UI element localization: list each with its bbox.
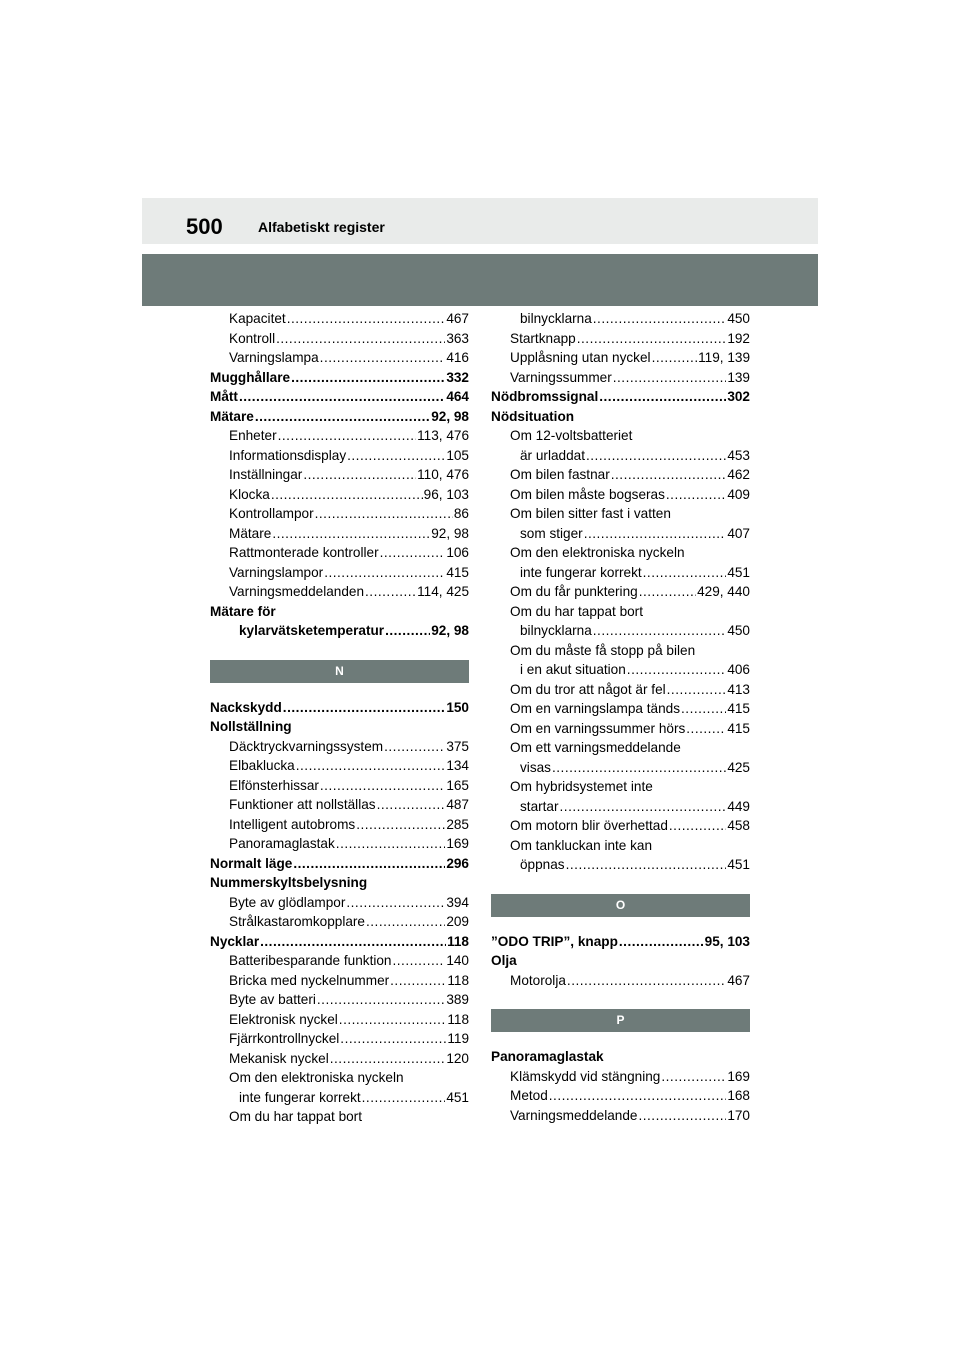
index-entry-label: Kapacitet: [229, 311, 286, 326]
index-entry-page: 467: [727, 972, 750, 988]
leader-dots: [276, 329, 445, 349]
index-entry-label: Byte av glödlampor: [229, 894, 346, 910]
leader-dots: [560, 797, 727, 817]
index-entry-label: Rattmonterade kontroller: [229, 545, 379, 560]
index-entry: [210, 971, 469, 991]
index-entry-label: Nycklar: [210, 933, 260, 949]
leader-dots: [293, 854, 445, 874]
index-entry-label: Mekanisk nyckel: [229, 1050, 329, 1066]
index-entry-label: Funktioner att nollställas: [229, 797, 376, 812]
leader-dots: [652, 348, 698, 368]
index-entry: [210, 951, 469, 971]
index-entry-page: 467: [446, 311, 469, 326]
index-entry: [210, 446, 469, 466]
index-entry-page: 92, 98: [431, 408, 469, 424]
index-entry: [491, 309, 750, 329]
index-entry-page: 169: [446, 836, 469, 851]
index-entry-label: inte fungerar korrekt: [520, 564, 642, 580]
index-entry: [210, 582, 469, 602]
index-entry: [210, 1029, 469, 1049]
leader-dots: [291, 368, 445, 388]
index-entry: [210, 717, 469, 737]
leader-dots: [278, 426, 416, 446]
leader-dots: [260, 932, 446, 952]
index-entry-label: Upplåsning utan nyckel: [510, 350, 651, 365]
index-entry-page: 119, 139: [698, 350, 750, 365]
index-entry-label: är urladdat: [520, 447, 585, 463]
index-entry: [491, 971, 750, 991]
index-entry: [210, 329, 469, 349]
leader-dots: [566, 855, 727, 875]
page-title: Alfabetiskt register: [258, 219, 385, 235]
index-entry: [491, 1086, 750, 1106]
leader-dots: [593, 621, 727, 641]
leader-dots: [392, 951, 445, 971]
leader-dots: [577, 329, 727, 349]
index-entry-label: Om tankluckan inte kan: [510, 837, 653, 853]
leader-dots: [330, 1049, 446, 1069]
index-entry: [491, 816, 750, 836]
index-entry-label: ”ODO TRIP”, knapp: [491, 933, 618, 949]
index-entry-label: öppnas: [520, 857, 565, 872]
index-entry-label: Intelligent autobroms: [229, 816, 356, 832]
index-entry-label: Nödbromssignal: [491, 389, 599, 404]
index-entry-page: 118: [447, 972, 469, 988]
index-entry: [210, 1088, 469, 1108]
index-entry: [491, 446, 750, 466]
index-entry: [210, 407, 469, 427]
index-entry: [491, 329, 750, 349]
index-entry: [210, 426, 469, 446]
leader-dots: [283, 698, 446, 718]
leader-dots: [666, 485, 726, 505]
index-entry: [210, 524, 469, 544]
index-entry-label: Elektronisk nyckel: [229, 1011, 338, 1027]
index-entry: [491, 621, 750, 641]
index-entry-label: Varningsmeddelanden: [229, 584, 365, 599]
index-entry: [491, 426, 750, 446]
leader-dots: [356, 815, 445, 835]
leader-dots: [239, 387, 445, 407]
index-entry: [491, 563, 750, 583]
index-entry-page: 92, 98: [431, 525, 469, 541]
index-entry-page: 192: [727, 330, 750, 346]
index-entry-page: 106: [446, 545, 469, 560]
index-entry: [210, 737, 469, 757]
index-entry: [210, 1010, 469, 1030]
index-entry-label: Elfönsterhissar: [229, 777, 319, 793]
index-entry-page: 120: [446, 1050, 469, 1066]
index-entry-page: 451: [727, 857, 750, 872]
index-entry-label: Batteribesparande funktion: [229, 953, 392, 968]
index-entry-label: Om en varningssummer hörs: [510, 720, 686, 736]
leader-dots: [586, 446, 726, 466]
index-entry-page: 416: [446, 350, 469, 365]
leader-dots: [362, 1088, 446, 1108]
index-entry: [491, 855, 750, 875]
index-entry-page: 453: [727, 447, 750, 463]
section-banner: [142, 254, 818, 306]
index-entry-page: 406: [727, 662, 750, 677]
index-entry-page: 375: [446, 738, 469, 754]
index-entry-page: 407: [727, 525, 750, 541]
index-entry-label: Om den elektroniska nyckeln: [229, 1070, 404, 1085]
leader-dots: [384, 737, 445, 757]
index-entry-page: 415: [446, 564, 469, 580]
leader-dots: [320, 776, 445, 796]
index-entry: [210, 1107, 469, 1127]
index-column-left: [210, 309, 469, 1127]
index-entry: [210, 543, 469, 563]
index-entry-page: 449: [727, 798, 750, 814]
leader-dots: [686, 719, 726, 739]
index-entry-label: Nollställning: [210, 719, 292, 734]
index-entry-label: Kontrollampor: [229, 506, 314, 521]
index-entry-label: Varningslampor: [229, 564, 324, 580]
index-entry: [491, 951, 750, 971]
index-entry-label: Om bilen fastnar: [510, 467, 610, 482]
leader-dots: [336, 834, 446, 854]
index-entry: [491, 660, 750, 680]
section-header-o: O: [491, 894, 750, 917]
index-entry: [491, 543, 750, 563]
section-header-p: P: [491, 1009, 750, 1032]
index-entry: [491, 641, 750, 661]
index-entry-page: 389: [446, 992, 469, 1007]
index-entry-page: 209: [446, 914, 469, 929]
index-column-right: [491, 309, 750, 1125]
index-entry: [210, 348, 469, 368]
index-entry: [210, 368, 469, 388]
index-entry-page: 458: [727, 818, 750, 833]
index-entry-label: i en akut situation: [520, 662, 626, 677]
index-entry: [210, 756, 469, 776]
leader-dots: [661, 1067, 726, 1087]
index-entry: [491, 582, 750, 602]
index-entry-page: 140: [446, 953, 469, 968]
index-entry: [491, 758, 750, 778]
leader-dots: [315, 504, 453, 524]
index-entry-label: Om du har tappat bort: [510, 603, 643, 619]
index-entry: [210, 854, 469, 874]
index-entry-page: 487: [446, 797, 469, 812]
index-entry: [491, 680, 750, 700]
index-entry-label: Fjärrkontrollnyckel: [229, 1031, 340, 1046]
leader-dots: [346, 893, 445, 913]
index-entry-label: inte fungerar korrekt: [239, 1089, 361, 1105]
index-entry-label: Om du tror att något är fel: [510, 681, 666, 697]
index-entry: [491, 1047, 750, 1067]
index-entry-label: Panoramaglastak: [491, 1049, 604, 1064]
index-entry-label: startar: [520, 798, 559, 814]
index-entry: [210, 873, 469, 893]
leader-dots: [611, 465, 727, 485]
index-entry: [491, 387, 750, 407]
index-entry-page: 134: [446, 758, 469, 773]
index-entry: [210, 1049, 469, 1069]
index-entry: [491, 836, 750, 856]
index-entry-page: 394: [446, 894, 469, 910]
leader-dots: [365, 582, 416, 602]
index-entry-page: 105: [446, 447, 469, 463]
index-entry-page: 450: [727, 311, 750, 326]
index-entry: [491, 348, 750, 368]
index-entry-page: 450: [727, 623, 750, 638]
index-entry-page: 92, 98: [431, 623, 469, 638]
index-entry-label: bilnycklarna: [520, 623, 592, 638]
leader-dots: [303, 465, 416, 485]
index-entry-label: Inställningar: [229, 467, 303, 482]
index-entry: [491, 719, 750, 739]
index-entry-label: Mätare: [229, 525, 272, 541]
index-entry: [491, 407, 750, 427]
index-entry-label: Klämskydd vid stängning: [510, 1068, 661, 1084]
index-entry: [210, 990, 469, 1010]
index-entry-page: 409: [727, 486, 750, 502]
index-entry: [491, 465, 750, 485]
index-entry-label: Mätare: [210, 408, 254, 424]
index-entry-page: 462: [727, 467, 750, 482]
index-entry: [210, 698, 469, 718]
index-entry-page: 170: [727, 1107, 750, 1123]
leader-dots: [324, 563, 445, 583]
index-entry-label: Om bilen sitter fast i vatten: [510, 506, 671, 521]
index-entry-label: Startknapp: [510, 330, 576, 346]
index-entry: [210, 465, 469, 485]
index-entry-label: Kontroll: [229, 330, 276, 346]
index-entry-page: 415: [727, 720, 750, 736]
index-entry-label: Normalt läge: [210, 855, 293, 871]
leader-dots: [385, 621, 430, 641]
index-entry: [210, 563, 469, 583]
leader-dots: [549, 1086, 727, 1106]
index-entry: [491, 738, 750, 758]
index-entry-page: 464: [446, 389, 469, 404]
index-entry: [210, 834, 469, 854]
index-entry-page: 425: [727, 759, 750, 775]
index-entry-label: Panoramaglastak: [229, 836, 335, 851]
index-entry: [491, 1106, 750, 1126]
index-entry-page: 118: [447, 933, 469, 949]
index-entry-label: Om hybridsystemet inte: [510, 779, 653, 794]
index-entry: [210, 485, 469, 505]
index-entry-page: 332: [446, 369, 469, 385]
leader-dots: [599, 387, 726, 407]
leader-dots: [681, 699, 726, 719]
index-entry-label: Om motorn blir överhettad: [510, 818, 668, 833]
index-entry-label: Varningslampa: [229, 350, 319, 365]
leader-dots: [567, 971, 726, 991]
index-entry-page: 451: [446, 1089, 469, 1105]
index-entry: [491, 485, 750, 505]
leader-dots: [377, 795, 446, 815]
index-entry-label: Nummerskyltsbelysning: [210, 875, 368, 890]
index-entry-label: Nackskydd: [210, 699, 282, 715]
index-entry: [210, 815, 469, 835]
leader-dots: [380, 543, 446, 563]
index-entry-label: Mugghållare: [210, 369, 291, 385]
index-entry: [491, 699, 750, 719]
leader-dots: [638, 1106, 726, 1126]
leader-dots: [584, 524, 727, 544]
leader-dots: [552, 758, 726, 778]
index-entry-page: 114, 425: [417, 584, 469, 599]
index-entry-label: Nödsituation: [491, 408, 575, 424]
section-header-n: N: [210, 660, 469, 683]
index-entry: [210, 504, 469, 524]
leader-dots: [271, 485, 423, 505]
leader-dots: [320, 348, 446, 368]
index-entry-page: 429, 440: [697, 584, 750, 599]
index-entry-label: Klocka: [229, 486, 270, 502]
index-entry-label: Om den elektroniska nyckeln: [510, 545, 685, 560]
leader-dots: [613, 368, 727, 388]
leader-dots: [272, 524, 430, 544]
index-entry-label: Strålkastaromkopplare: [229, 914, 365, 929]
index-entry-label: Mått: [210, 389, 238, 404]
index-entry-label: Elbaklucka: [229, 758, 295, 773]
index-entry-label: visas: [520, 759, 551, 775]
index-entry-page: 415: [727, 701, 750, 716]
index-entry-label: Däcktryckvarningssystem: [229, 738, 384, 754]
index-entry-label: Informationsdisplay: [229, 447, 347, 463]
index-entry-label: som stiger: [520, 525, 583, 541]
leader-dots: [366, 912, 445, 932]
index-entry-page: 296: [446, 855, 469, 871]
index-entry-page: 169: [727, 1068, 750, 1084]
index-entry-label: Varningsmeddelande: [510, 1107, 638, 1123]
index-entry-label: Enheter: [229, 428, 277, 443]
leader-dots: [667, 680, 727, 700]
index-entry-page: 363: [446, 330, 469, 346]
index-entry: [210, 912, 469, 932]
index-entry: [491, 368, 750, 388]
index-entry-label: Olja: [491, 953, 517, 968]
index-entry-label: bilnycklarna: [520, 311, 592, 326]
index-entry-page: 118: [447, 1011, 469, 1027]
index-entry-page: 110, 476: [417, 467, 469, 482]
header-bar: [142, 198, 818, 244]
index-entry-label: Bricka med nyckelnummer: [229, 972, 390, 988]
index-entry-label: Mätare för: [210, 603, 276, 619]
index-entry-page: 119: [447, 1031, 469, 1046]
index-entry-page: 413: [727, 681, 750, 697]
index-entry: [210, 893, 469, 913]
index-entry-page: 95, 103: [704, 933, 750, 949]
leader-dots: [643, 563, 727, 583]
index-entry: [491, 602, 750, 622]
leader-dots: [317, 990, 445, 1010]
leader-dots: [619, 932, 704, 952]
index-entry: [491, 524, 750, 544]
index-entry-label: Om 12-voltsbatteriet: [510, 428, 633, 443]
index-entry: [210, 776, 469, 796]
index-entry-page: 86: [453, 506, 469, 521]
index-entry-label: Om du får punktering: [510, 584, 638, 599]
leader-dots: [627, 660, 727, 680]
index-entry-page: 139: [727, 369, 750, 385]
index-entry-page: 165: [446, 777, 469, 793]
index-entry-page: 150: [446, 699, 469, 715]
index-entry: [210, 309, 469, 329]
index-entry: [491, 504, 750, 524]
index-entry-label: Byte av batteri: [229, 992, 316, 1007]
index-entry-page: 285: [446, 816, 469, 832]
leader-dots: [639, 582, 696, 602]
leader-dots: [340, 1029, 446, 1049]
index-entry: [491, 932, 750, 952]
leader-dots: [347, 446, 445, 466]
index-entry-label: Om ett varningsmeddelande: [510, 740, 681, 755]
index-entry-label: Om du har tappat bort: [229, 1109, 362, 1124]
page-number: 500: [186, 214, 223, 239]
index-entry-page: 302: [727, 389, 750, 404]
index-entry: [210, 932, 469, 952]
index-entry-label: Varningssummer: [510, 369, 612, 385]
leader-dots: [296, 756, 446, 776]
index-entry-label: Om bilen måste bogseras: [510, 486, 665, 502]
leader-dots: [339, 1010, 447, 1030]
leader-dots: [255, 407, 430, 427]
index-entry: [210, 387, 469, 407]
leader-dots: [287, 309, 446, 329]
index-entry-label: kylarvätsketemperatur: [239, 623, 385, 638]
leader-dots: [593, 309, 727, 329]
index-entry-label: Metod: [510, 1088, 548, 1103]
index-entry: [491, 777, 750, 797]
leader-dots: [390, 971, 446, 991]
leader-dots: [669, 816, 726, 836]
index-entry: [210, 602, 469, 622]
index-entry: [491, 1067, 750, 1087]
index-entry-label: Motorolja: [510, 972, 566, 988]
index-entry: [491, 797, 750, 817]
index-entry-page: 451: [727, 564, 750, 580]
index-entry: [210, 621, 469, 641]
index-entry-label: Om du måste få stopp på bilen: [510, 642, 696, 658]
index-entry-page: 113, 476: [417, 428, 469, 443]
index-entry: [210, 1068, 469, 1088]
index-entry: [210, 795, 469, 815]
index-entry-page: 96, 103: [423, 486, 469, 502]
index-entry-label: Om en varningslampa tänds: [510, 701, 681, 716]
index-entry-page: 168: [727, 1088, 750, 1103]
